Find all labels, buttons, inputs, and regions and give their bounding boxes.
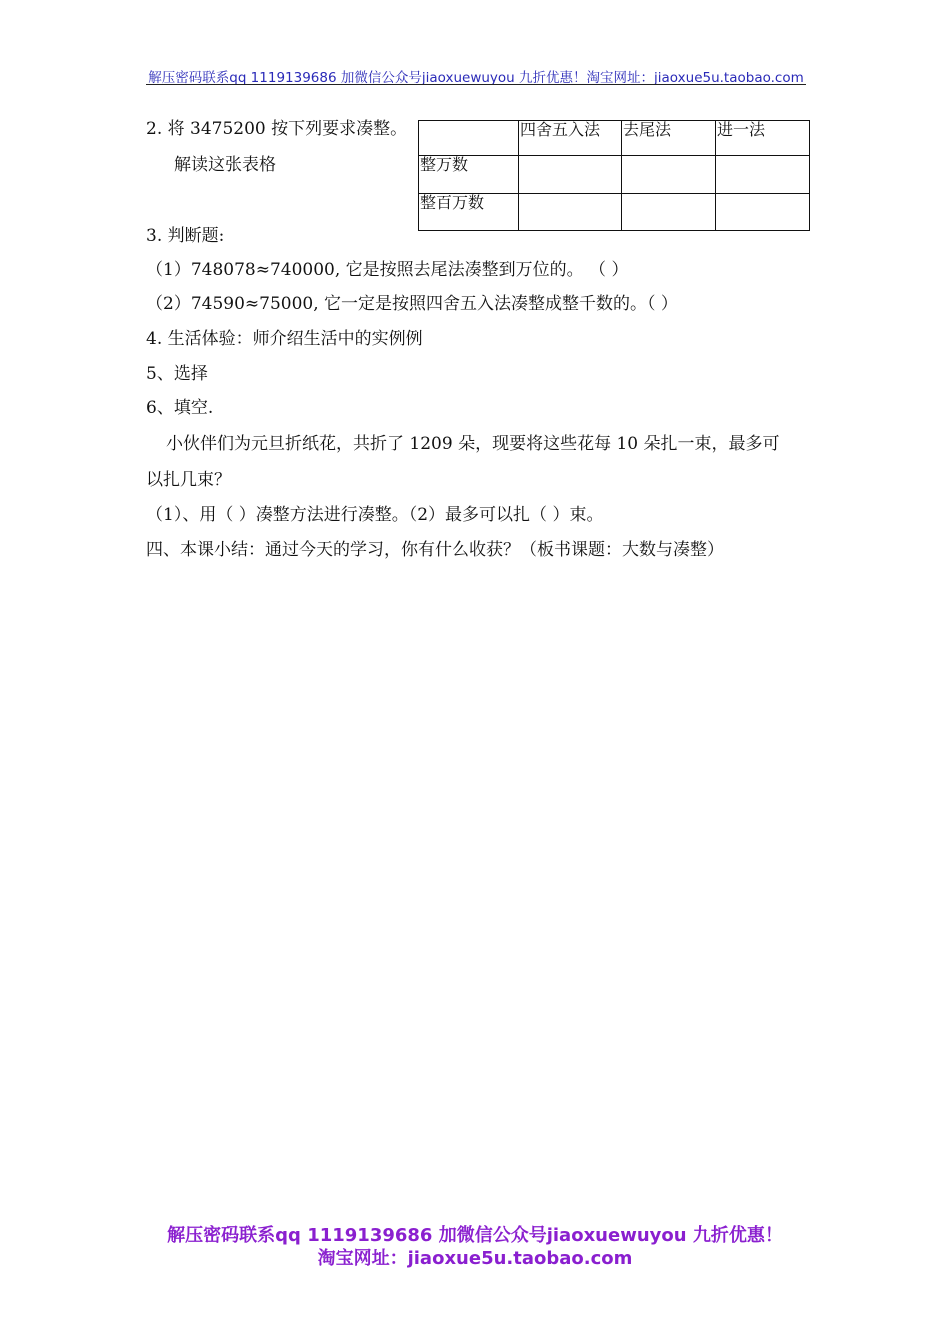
footer-line-2: 淘宝网址：jiaoxue5u.taobao.com — [317, 1248, 633, 1269]
table-cell — [716, 156, 810, 194]
footer-line-1: 解压密码联系qq 1119139686 加微信公众号jiaoxuewuyou 九折优惠！ — [167, 1225, 783, 1246]
question-6-text-line-2: 以扎几束？ — [146, 470, 231, 490]
table-cell — [519, 156, 622, 194]
question-6-text-line-1: 小伙伴们为元旦折纸花，共折了 1209 朵，现要将这些花每 10 朵扎一束，最多可 — [166, 434, 780, 454]
lesson-summary: 四、本课小结：通过今天的学习，你有什么收获？（板书课题：大数与凑整） — [146, 540, 724, 560]
table-cell — [716, 194, 810, 231]
table-row-label: 整百万数 — [419, 194, 519, 231]
table-cell — [622, 156, 716, 194]
question-4: 4. 生活体验：师介绍生活中的实例例 — [146, 329, 423, 349]
table-header-row — [419, 121, 810, 156]
question-6-title: 6、填空. — [146, 398, 214, 418]
table-cell — [519, 194, 622, 231]
judgement-item-1: （1）748078≈740000, 它是按照去尾法凑整到万位的。 （ ） — [146, 260, 629, 280]
judgement-item-2: （2）74590≈75000, 它一定是按照四舍五入法凑整成整千数的。（ ） — [146, 294, 678, 314]
table-header-cell: 四舍五入法 — [519, 121, 622, 156]
table-header-cell: 进一法 — [716, 121, 810, 156]
question-2-prompt: 2. 将 3475200 按下列要求凑整。 — [146, 119, 408, 139]
table-row-label: 整万数 — [419, 156, 519, 194]
table-row — [419, 156, 810, 194]
question-2-note: 解读这张表格 — [174, 155, 276, 175]
header-rule — [146, 84, 806, 85]
question-5: 5、选择 — [146, 364, 208, 384]
table-cell — [622, 194, 716, 231]
rounding-table — [418, 120, 810, 231]
question-6-fill-blanks: （1）、用（ ）凑整方法进行凑整。（2）最多可以扎（ ）束。 — [146, 505, 604, 525]
question-3-title: 3. 判断题: — [146, 226, 225, 246]
table-row — [419, 194, 810, 231]
table-corner-cell — [419, 121, 519, 156]
table-header-cell: 去尾法 — [622, 121, 716, 156]
page-header: 解压密码联系qq 1119139686 加微信公众号jiaoxuewuyou 九折优惠！淘宝网址：jiaoxue5u.taobao.com — [148, 70, 804, 86]
